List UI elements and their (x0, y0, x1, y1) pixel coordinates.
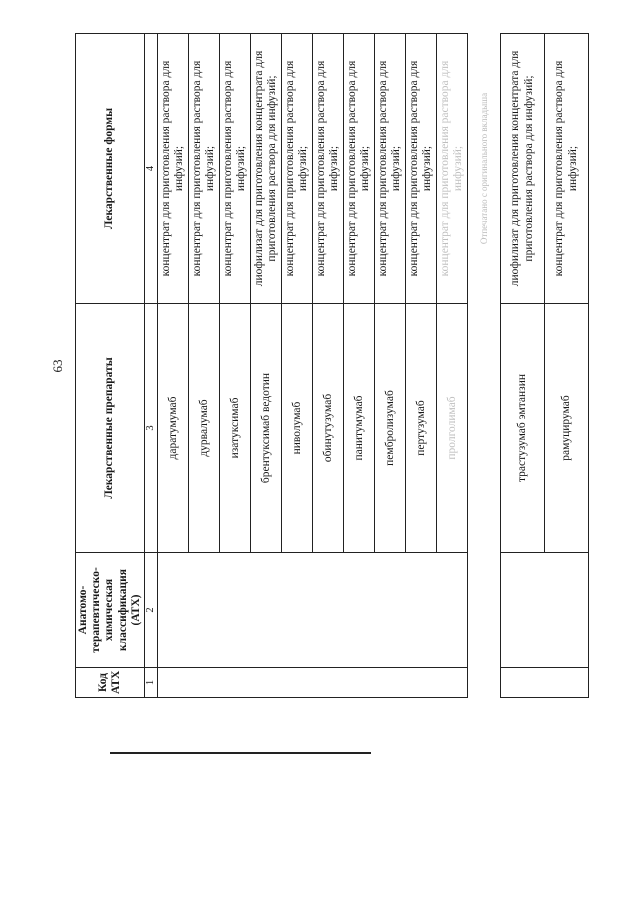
form-cell: концентрат для приготовления раствора для инфузий; (158, 34, 189, 304)
rotated-page (50, 34, 579, 698)
drug-cell: рамуцирумаб (545, 304, 589, 553)
column-number: 4 (145, 34, 158, 304)
gap-left (468, 304, 501, 698)
column-number: 2 (145, 553, 158, 668)
form-cell: лиофилизат для приготовления концентрата для приготовления раствора для инфузий; (251, 34, 282, 304)
classification-cell (158, 553, 468, 668)
drug-cell: пролголимаб (437, 304, 468, 553)
horizontal-rule (110, 752, 371, 754)
form-cell: концентрат для приготовления раствора для инфузий; (545, 34, 589, 304)
drug-cell: ниволумаб (282, 304, 313, 553)
drug-cell: даратумумаб (158, 304, 189, 553)
column-number: 3 (145, 304, 158, 553)
table-row (158, 34, 189, 698)
form-cell: концентрат для приготовления раствора для инфузий; (344, 34, 375, 304)
form-cell: концентрат для приготовления раствора для инфузий; (189, 34, 220, 304)
bleed-through-note: Отпечатано с оригинального вкладыша (468, 34, 501, 304)
code-cell (501, 668, 589, 698)
code-cell (158, 668, 468, 698)
drug-cell: трастузумаб эмтанзин (501, 304, 545, 553)
classification-cell (501, 553, 589, 668)
form-cell: лиофилизат для приготовления концентрата для приготовления раствора для инфузий; (501, 34, 545, 304)
form-cell: концентрат для приготовления раствора для инфузий; (375, 34, 406, 304)
header-forms: Лекарственные формы (76, 34, 145, 304)
header-drugs: Лекарственные препараты (76, 304, 145, 553)
form-cell: концентрат для приготовления раствора для инфузий; (220, 34, 251, 304)
drug-cell: обинутузумаб (313, 304, 344, 553)
drug-cell: пертузумаб (406, 304, 437, 553)
form-cell: концентрат для приготовления раствора для инфузий; (313, 34, 344, 304)
drug-table (75, 33, 589, 698)
header-row (76, 34, 145, 698)
column-number-row (145, 34, 158, 698)
header-code: Код АТХ (76, 668, 145, 698)
drug-cell: панитумумаб (344, 304, 375, 553)
form-cell: концентрат для приготовления раствора для инфузий; (437, 34, 468, 304)
form-cell: концентрат для приготовления раствора для инфузий; (282, 34, 313, 304)
drug-cell: пембролизумаб (375, 304, 406, 553)
drug-cell: изатуксимаб (220, 304, 251, 553)
page-number: 63 (50, 359, 65, 373)
table-row (501, 34, 545, 698)
drug-cell: дурвалумаб (189, 304, 220, 553)
bleed-through-gap (468, 34, 501, 698)
column-number: 1 (145, 668, 158, 698)
form-cell: концентрат для приготовления раствора для инфузий; (406, 34, 437, 304)
header-classification: Анатомо-терапевтическо-химическая классификация (АТХ) (76, 553, 145, 668)
drug-cell: брентуксимаб ведотин (251, 304, 282, 553)
